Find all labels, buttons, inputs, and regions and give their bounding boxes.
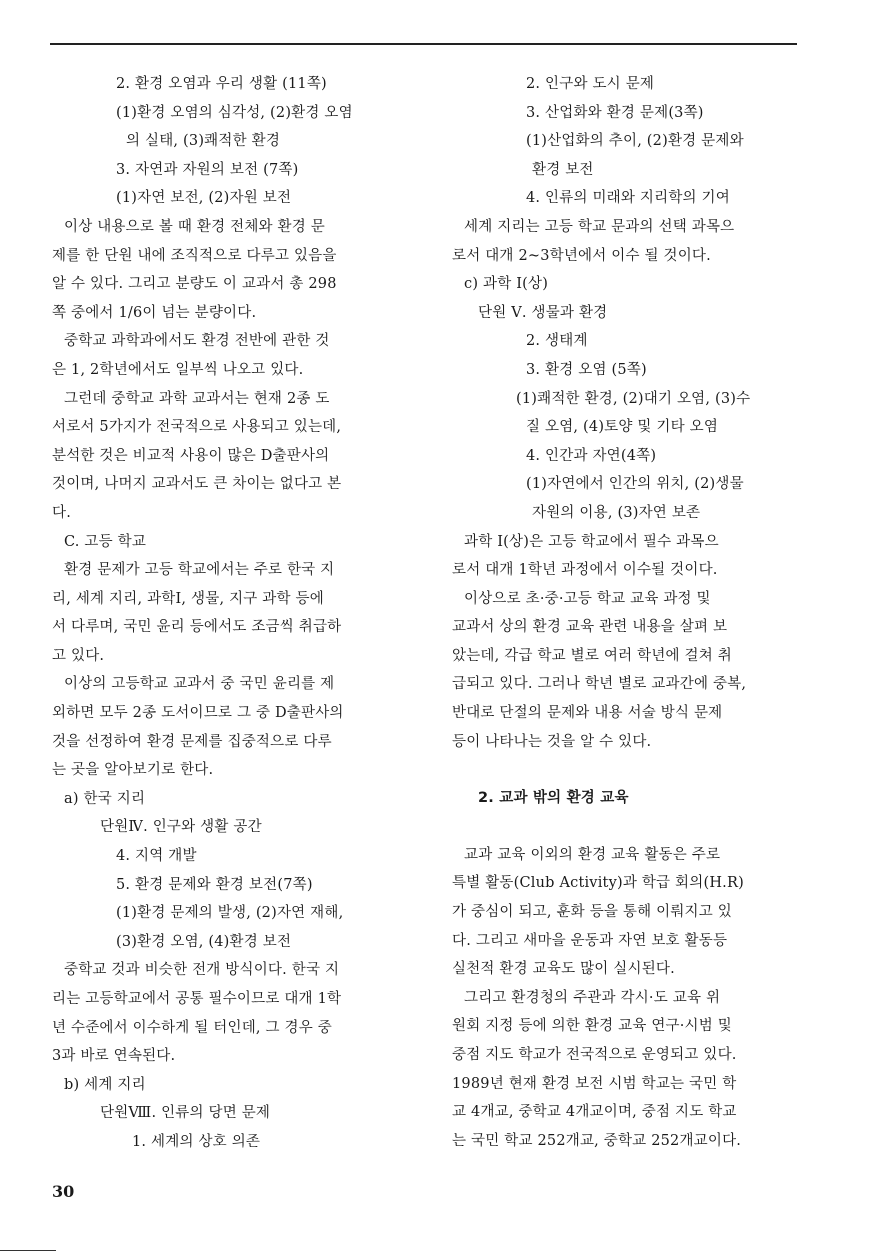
text-line: 서 다루며, 국민 윤리 등에서도 조금씩 취급하 (52, 619, 342, 636)
text-line: 4. 인류의 미래와 지리학의 기여 (526, 190, 730, 207)
text-line: (3)환경 오염, (4)환경 보전 (116, 933, 292, 950)
footer-rule (0, 1250, 56, 1251)
text-line: 교 4개교, 중학교 4개교이며, 중점 지도 학교 (452, 1104, 737, 1121)
left-column (52, 70, 392, 1157)
text-line: 년 수준에서 이수하게 될 터인데, 그 경우 중 (52, 1019, 332, 1036)
spacer (452, 813, 792, 841)
text-line: 가 중심이 되고, 훈화 등을 통해 이뤄지고 있 (452, 904, 732, 921)
text-line: 그런데 중학교 과학 교과서는 현재 2종 도 (64, 390, 330, 407)
text-line: 과학 Ⅰ(상)은 고등 학교에서 필수 과목으 (464, 533, 719, 550)
text-line: 급되고 있다. 그러나 학년 별로 교과간에 중복, (452, 676, 747, 693)
text-line: 4. 지역 개발 (116, 848, 197, 865)
text-line: 등이 나타나는 것을 알 수 있다. (452, 733, 652, 750)
text-line: 알 수 있다. 그리고 분량도 이 교과서 총 298 (52, 276, 337, 293)
text-line: 실천적 환경 교육도 많이 실시된다. (452, 961, 675, 978)
text-line: 질 오염, (4)토양 및 기타 오염 (526, 419, 719, 436)
text-line: c) 과학 Ⅰ(상) (464, 276, 549, 293)
text-line: 다. (52, 504, 72, 521)
text-line: 원회 지정 등에 의한 환경 교육 연구·시범 및 (452, 1018, 732, 1035)
text-line: (1)자연 보전, (2)자원 보전 (116, 190, 292, 207)
text-line: 교과 교육 이외의 환경 교육 활동은 주로 (464, 846, 721, 863)
text-line: 중학교 과학과에서도 환경 전반에 관한 것 (64, 333, 330, 350)
text-line: 단원Ⅷ. 인류의 당면 문제 (100, 1105, 271, 1122)
text-line: 1989년 현재 환경 보전 시범 학교는 국민 학 (452, 1075, 737, 1092)
text-line: 것을 선정하여 환경 문제를 집중적으로 다루 (52, 733, 332, 750)
text-line: 환경 보전 (532, 161, 594, 178)
text-line: 았는데, 각급 학교 별로 여러 학년에 걸쳐 취 (452, 647, 732, 664)
text-line: 리, 세계 지리, 과학Ⅰ, 생물, 지구 과학 등에 (52, 590, 324, 607)
spacer (452, 756, 792, 784)
text-line: 환경 문제가 고등 학교에서는 주로 한국 지 (64, 562, 335, 579)
text-line: 중점 지도 학교가 전국적으로 운영되고 있다. (452, 1047, 737, 1063)
text-line: (1)산업화의 추이, (2)환경 문제와 (526, 133, 744, 150)
text-line: 3. 산업화와 환경 문제(3쪽) (526, 104, 704, 121)
text-line: 로서 대개 1학년 과정에서 이수될 것이다. (452, 562, 718, 579)
text-line: (1)자연에서 인간의 위치, (2)생물 (526, 476, 744, 493)
text-line: 단원Ⅳ. 인구와 생활 공간 (100, 819, 262, 836)
text-line: 제를 한 단원 내에 조직적으로 다루고 있음을 (52, 247, 337, 264)
text-line: 3과 바로 연속된다. (52, 1048, 176, 1065)
text-line: 서로서 5가지가 전국적으로 사용되고 있는데, (52, 419, 342, 436)
text-line: 2. 생태계 (526, 333, 588, 350)
text-line: 쪽 중에서 1/6이 넘는 분량이다. (52, 304, 257, 321)
text-line: 는 곳을 알아보기로 한다. (52, 762, 214, 779)
text-line: (1)환경 오염의 심각성, (2)환경 오염 (116, 104, 353, 121)
text-line: 고 있다. (52, 647, 105, 664)
text-line: a) 한국 지리 (64, 790, 146, 807)
text-line: 것이며, 나머지 교과서도 큰 차이는 없다고 본 (52, 476, 342, 493)
text-line: 로서 대개 2~3학년에서 이수 될 것이다. (452, 247, 711, 264)
section-heading: 2. 교과 밖의 환경 교육 (478, 790, 629, 807)
text-line: 세계 지리는 고등 학교 문과의 선택 과목으 (464, 218, 735, 235)
text-line: 1. 세계의 상호 의존 (132, 1133, 261, 1150)
text-line: C. 고등 학교 (64, 533, 147, 550)
text-line: 자원의 이용, (3)자연 보존 (532, 504, 701, 521)
text-line: (1)쾌적한 환경, (2)대기 오염, (3)수 (516, 390, 751, 407)
text-line: b) 세계 지리 (64, 1076, 146, 1093)
text-line: 2. 인구와 도시 문제 (526, 76, 655, 92)
text-line: 외하면 모두 2종 도서이므로 그 중 D출판사의 (52, 705, 344, 722)
text-line: 2. 환경 오염과 우리 생활 (11쪽) (116, 76, 327, 92)
text-line: 단원 Ⅴ. 생물과 환경 (478, 304, 608, 321)
right-column (452, 70, 792, 1155)
text-line: 리는 고등학교에서 공통 필수이므로 대개 1학 (52, 991, 342, 1007)
text-line: 중학교 것과 비슷한 전개 방식이다. 한국 지 (64, 962, 340, 979)
text-line: 은 1, 2학년에서도 일부씩 나오고 있다. (52, 361, 304, 378)
text-line: 이상 내용으로 볼 때 환경 전체와 환경 문 (64, 218, 325, 235)
text-line: 이상의 고등학교 교과서 중 국민 윤리를 제 (64, 676, 335, 693)
text-line: 교과서 상의 환경 교육 관련 내용을 살펴 보 (452, 619, 728, 636)
text-line: 3. 자연과 자원의 보전 (7쪽) (116, 161, 299, 178)
header-rule (50, 43, 797, 45)
text-line: 그리고 환경청의 주관과 각시·도 교육 위 (464, 989, 721, 1006)
text-line: 의 실태, (3)쾌적한 환경 (126, 133, 281, 150)
text-line: 5. 환경 문제와 환경 보전(7쪽) (116, 876, 313, 893)
page-number: 30 (52, 1182, 75, 1201)
text-line: 3. 환경 오염 (5쪽) (526, 361, 647, 378)
text-line: 분석한 것은 비교적 사용이 많은 D출판사의 (52, 447, 330, 464)
text-line: 특별 활동(Club Activity)과 학급 회의(H.R) (452, 875, 744, 892)
text-line: 반대로 단절의 문제와 내용 서술 방식 문제 (452, 705, 723, 722)
text-line: 는 국민 학교 252개교, 중학교 252개교이다. (452, 1132, 742, 1149)
text-line: 이상으로 초·중·고등 학교 교육 과정 및 (464, 590, 711, 607)
text-line: 4. 인간과 자연(4쪽) (526, 447, 657, 464)
text-line: 다. 그리고 새마을 운동과 자연 보호 활동등 (452, 932, 728, 949)
text-line: (1)환경 문제의 발생, (2)자연 재해, (116, 905, 344, 922)
